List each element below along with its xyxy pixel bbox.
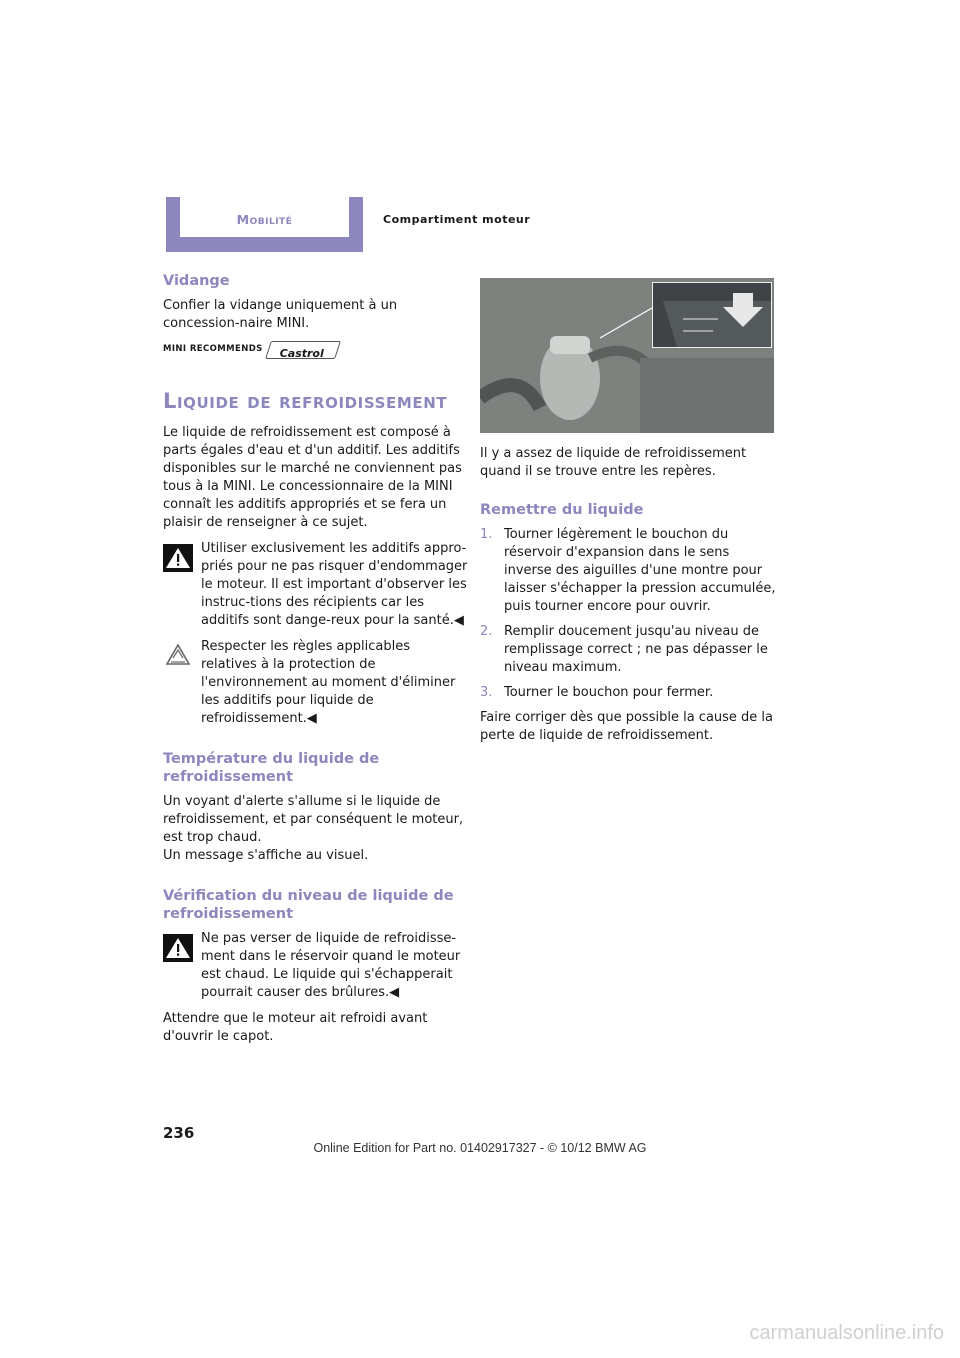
step-number: 2.: [480, 624, 493, 639]
coolant-reservoir-photo: [480, 278, 774, 433]
step-2: [480, 623, 780, 677]
verification-text: Attendre que le moteur ait refroidi avant d'ouvrir le capot.: [163, 1011, 428, 1044]
site-watermark[interactable]: carmanualsonline.info: [749, 1322, 944, 1344]
vidange-heading: Vidange: [163, 273, 230, 289]
warning-text-2: Ne pas verser de liquide de refroidisse-ment dans le réservoir quand le moteur est chaud. Le liquide qui s'échapperait pourrait causer des brûlures.◀: [201, 931, 461, 1000]
remettre-heading: Remettre du liquide: [480, 502, 644, 518]
step-number: 1.: [480, 527, 493, 542]
warning-text-1: Utiliser exclusivement les additifs appro-priés pour ne pas risquer d'endommager le moteur. Il est important d'observer les instruc-tions des récipients car les additifs sont dange-reux pour la santé.◀: [201, 541, 468, 628]
step-text: Remplir doucement jusqu'au niveau de remplissage correct ; ne pas dépasser le niveau maximum.: [504, 624, 768, 675]
verification-heading: Vérification du niveau de liquide de refroidissement: [163, 888, 454, 922]
temperature-text-2: Un message s'affiche au visuel.: [163, 848, 369, 863]
left-column: [163, 272, 468, 1054]
temperature-heading: Température du liquide de refroidissement: [163, 751, 380, 785]
page-number: 236: [163, 1124, 195, 1142]
warning-icon: [163, 544, 193, 572]
step-1: [480, 526, 780, 616]
warning-icon: [163, 934, 193, 962]
liquide-heading: Liquide de refroidissement: [163, 389, 448, 413]
closing-text: Faire corriger dès que possible la cause de la perte de liquide de refroidissement.: [480, 710, 774, 743]
mini-recommends-label: MINI RECOMMENDS: [163, 344, 263, 354]
environment-note: [163, 638, 468, 728]
step-3: [480, 684, 780, 702]
section-tab: [166, 197, 363, 252]
level-marker-arrow: [653, 283, 771, 347]
chapter-title: Compartiment moteur: [383, 213, 531, 226]
mini-recommends-banner: [163, 341, 468, 363]
castrol-wordmark: Castrol: [279, 347, 324, 360]
warning-note-1: [163, 540, 468, 630]
warning-note-2: [163, 930, 468, 1002]
step-number: 3.: [480, 685, 493, 700]
recycle-icon: [163, 642, 193, 670]
environment-text: Respecter les règles applicables relatives à la protection de l'environnement au moment d'éliminer les additifs pour liquide de refroidissement.◀: [201, 639, 456, 726]
photo-inset-detail: [652, 282, 772, 348]
castrol-logo: [265, 341, 341, 359]
vidange-text: Confier la vidange uniquement à un concession-naire MINI.: [163, 298, 398, 331]
step-text: Tourner légèrement le bouchon du réservoir d'expansion dans le sens inverse des aiguilles d'une montre pour laisser s'échapper la pression accumulée, puis tourner encore pour ouvrir.: [504, 527, 776, 614]
temperature-text-1: Un voyant d'alerte s'allume si le liquide de refroidissement, et par conséquent le moteur, est trop chaud.: [163, 794, 464, 845]
edition-footer: Online Edition for Part no. 01402917327 - © 10/12 BMW AG: [313, 1141, 647, 1155]
photo-caption: Il y a assez de liquide de refroidissement quand il se trouve entre les repères.: [480, 446, 747, 479]
section-tab-inner: [180, 197, 349, 237]
right-column: [480, 278, 780, 753]
liquide-text: Le liquide de refroidissement est composé à parts égales d'eau et d'un additif. Les additifs disponibles sur le marché ne conviennent pas tous à la MINI. Le concessionnaire de la MINI connaît les additifs appropriés et se fera un plaisir de renseigner à ce sujet.: [163, 425, 462, 530]
section-title: Mobilité: [236, 212, 293, 227]
step-text: Tourner le bouchon pour fermer.: [504, 685, 714, 700]
